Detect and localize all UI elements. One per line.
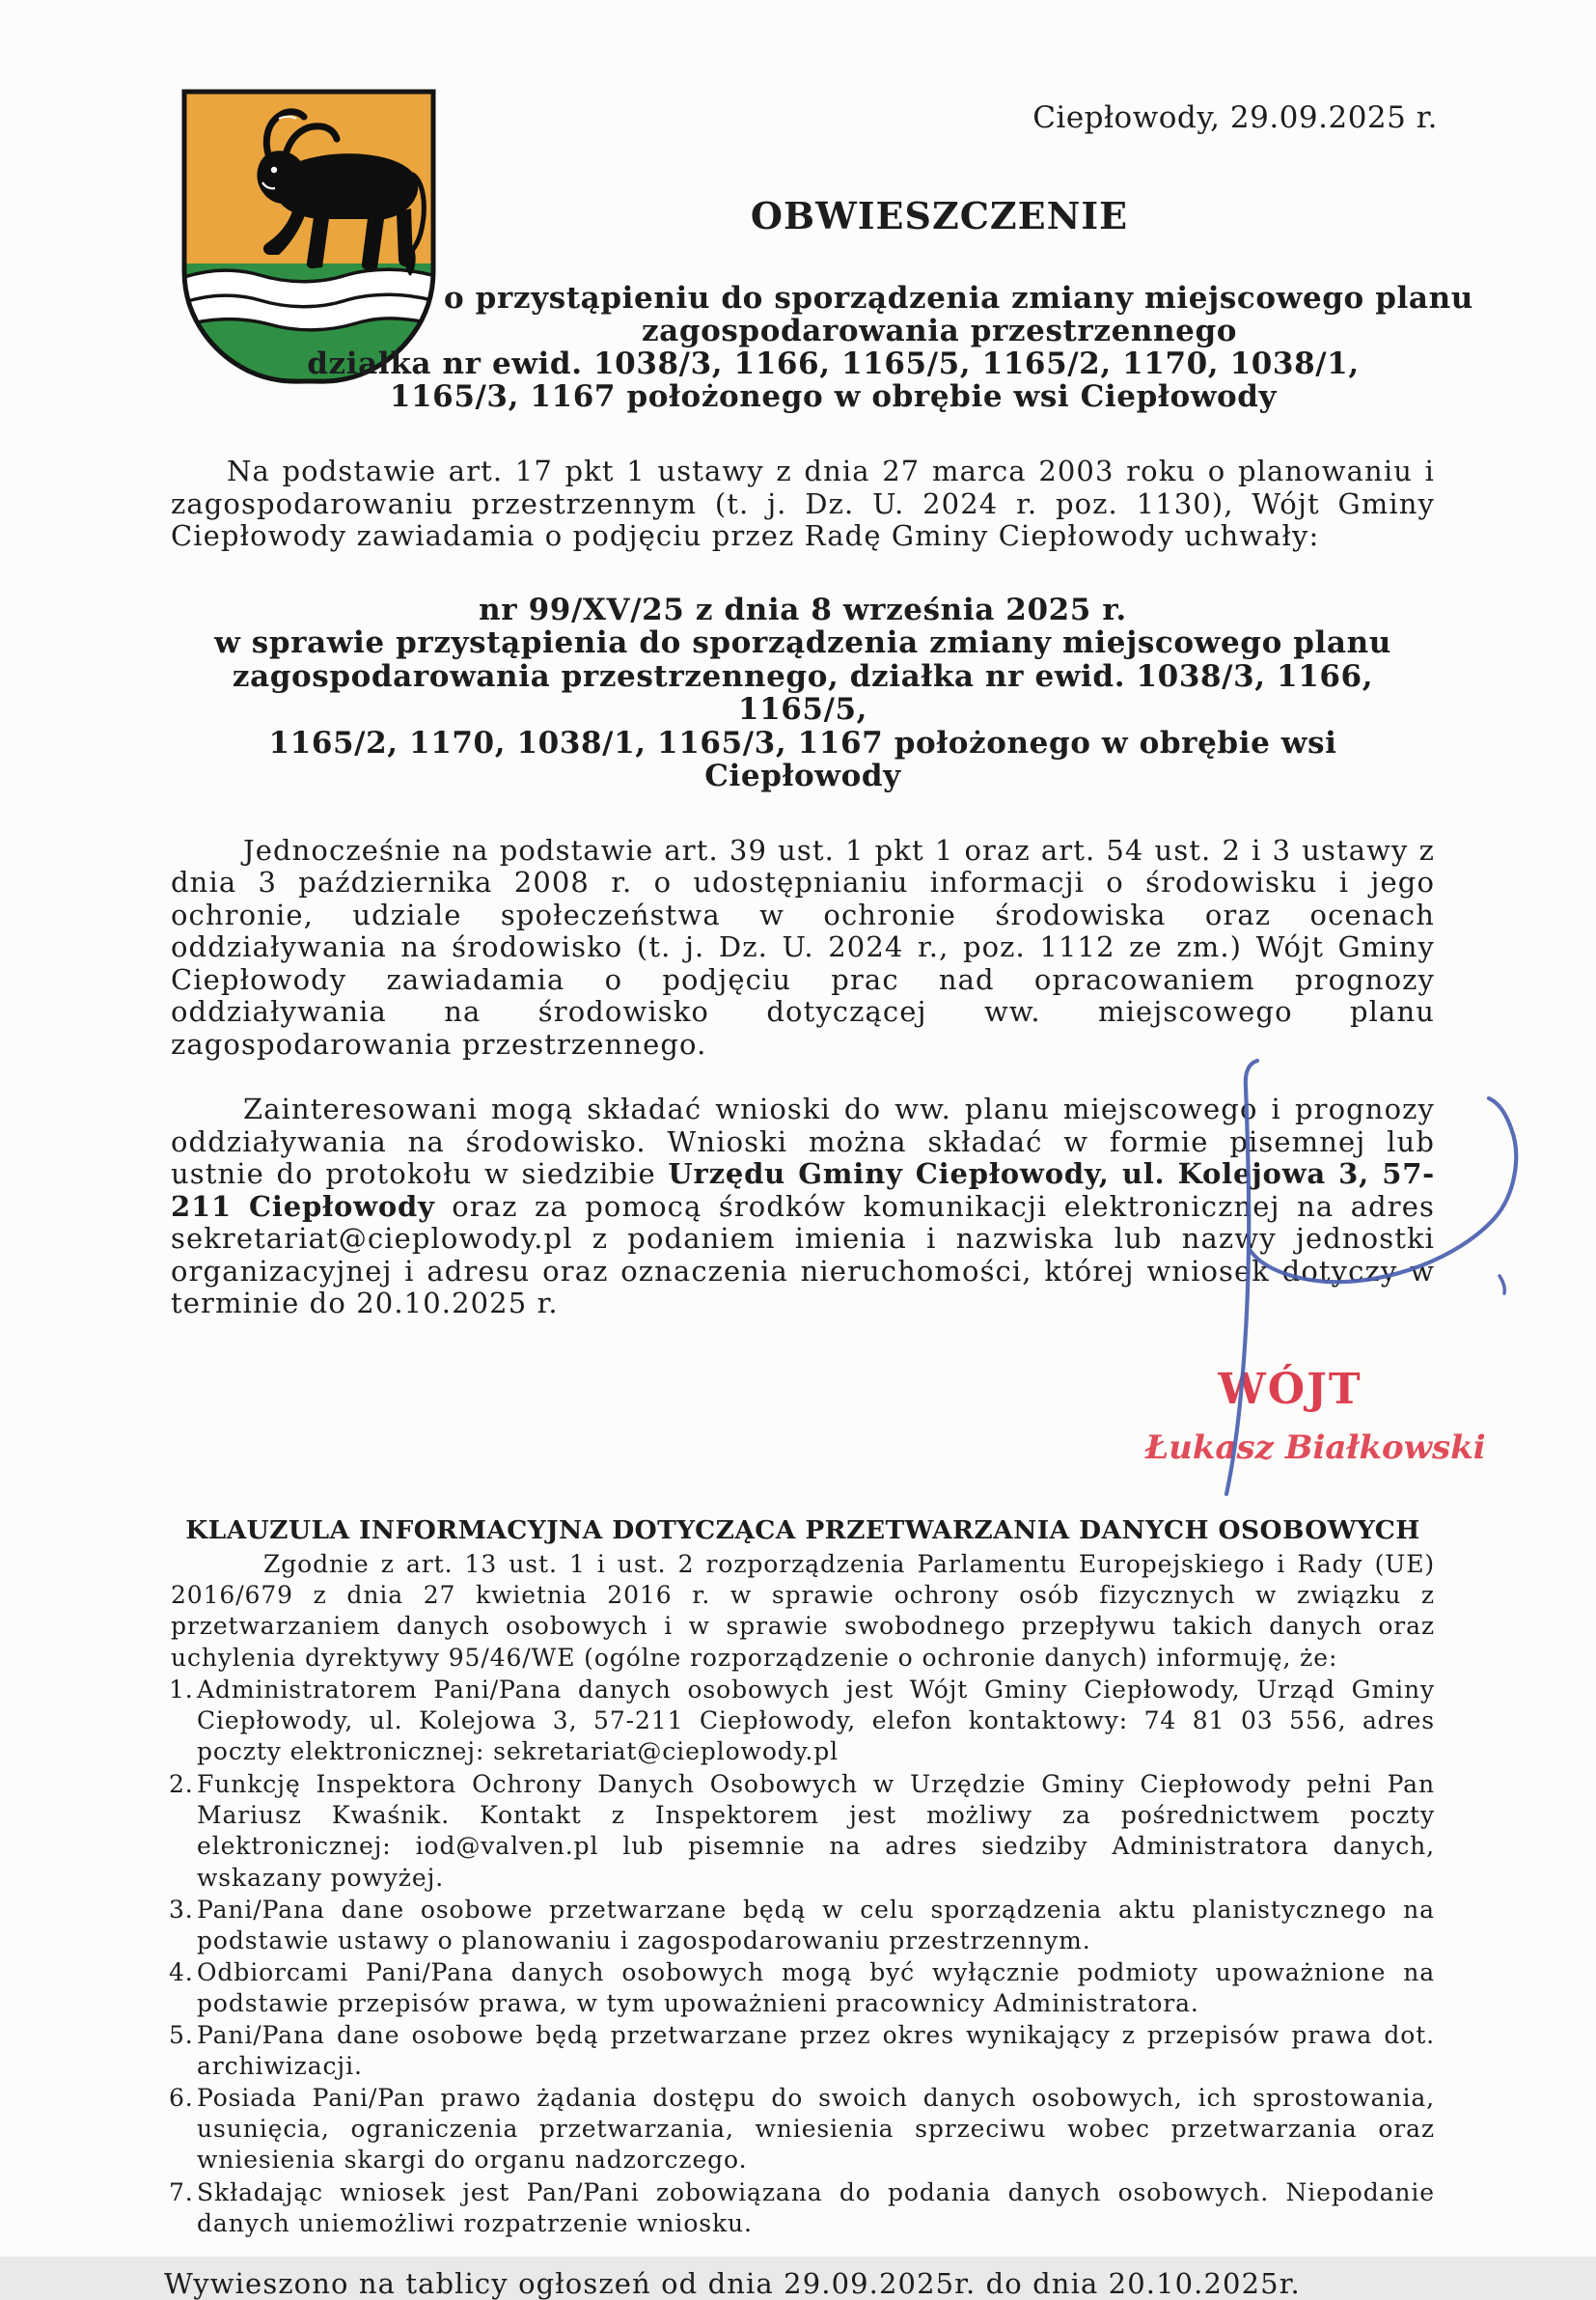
paragraph-environmental-notice: Jednocześnie na podstawie art. 39 ust. 1 pkt 1 oraz art. 54 ust. 2 i 3 ustawy z dnia 3 października 2008 r. o udostępnianiu informacji o środowisku i jego ochronie, udziale społeczeństwa w ochronie środowiska oraz ocenach oddziaływania na środowisko (t. j. Dz. U. 2024 r., poz. 1112 ze zm.) Wójt Gminy Ciepłowody zawiadamia o podjęciu prac nad opracowaniem prognozy oddziaływania na środowisko dotyczącej ww. miejscowego planu zagospodarowania przestrzennego. xyxy=(171,833,1435,1061)
rodo-item-number: 4. xyxy=(169,1957,194,1986)
paragraph-legal-basis: Na podstawie art. 17 pkt 1 ustawy z dnia 27 marca 2003 roku o planowaniu i zagospodarowaniu przestrzennym (t. j. Dz. U. 2024 r. poz. 1130), Wójt Gminy Ciepłowody zawiadamia o podjęciu przez Radę Gminy Ciepłowody uchwały: xyxy=(171,455,1435,552)
signature-block xyxy=(1145,1364,1486,1467)
rodo-item-text: Funkcję Inspektora Ochrony Danych Osobowych w Urzędzie Gminy Ciepłowody pełni Pan Mariusz Kwaśnik. Kontakt z Inspektorem jest możliwy za pośrednictwem poczty elektronicznej: iod@valven.pl lub pisemnie na adres siedziby Administratora danych, wskazany powyżej. xyxy=(197,1769,1435,1892)
rodo-item-number: 7. xyxy=(169,2177,194,2206)
rodo-item xyxy=(169,1895,1435,1957)
rodo-item-number: 2. xyxy=(169,1769,194,1798)
rodo-item xyxy=(169,2020,1435,2083)
rodo-item-text: Pani/Pana dane osobowe będą przetwarzane przez okres wynikający z przepisów prawa dot. archiwizacji. xyxy=(197,2020,1435,2080)
subtitle-line: działka nr ewid. 1038/3, 1166, 1165/5, 1165/2, 1170, 1038/1, xyxy=(307,346,1360,381)
page-title: OBWIESZCZENIE xyxy=(750,194,1129,237)
rodo-item-number: 6. xyxy=(169,2083,194,2112)
rodo-item xyxy=(169,1957,1435,2020)
rodo-item-text: Odbiorcami Pani/Pana danych osobowych mogą być wyłącznie podmioty upoważnione na podstawie przepisów prawa, w tym upoważnieni pracownicy Administratora. xyxy=(197,1957,1435,2017)
rodo-item xyxy=(169,1675,1435,1769)
resolution-line: nr 99/XV/25 z dnia 8 września 2025 r. xyxy=(479,592,1127,627)
document-body xyxy=(164,0,1486,2300)
resolution-line: w sprawie przystąpienia do sporządzenia zmiany miejscowego planu xyxy=(214,625,1391,660)
rodo-item xyxy=(169,2083,1435,2177)
document-date: Ciepłowody, 29.09.2025 r. xyxy=(1032,100,1438,135)
signer-name-stamp: Łukasz Białkowski xyxy=(1145,1427,1486,1467)
signer-role-stamp: WÓJT xyxy=(1218,1364,1362,1414)
rodo-clause-heading: KLAUZULA INFORMACYJNA DOTYCZĄCA PRZETWARZANIA DANYCH OSOBOWYCH xyxy=(185,1514,1420,1545)
rodo-item-text: Administratorem Pani/Pana danych osobowych jest Wójt Gminy Ciepłowody, Urząd Gminy Ciepłowody, ul. Kolejowa 3, 57-211 Ciepłowody, elefon kontaktowy: 74 81 03 556, adres poczty elektronicznej: sekretariat@cieplowody.pl xyxy=(197,1675,1435,1766)
subtitle-line: 1165/3, 1167 położonego w obrębie wsi Ciepłowody xyxy=(389,379,1278,414)
rodo-items-list xyxy=(169,1675,1435,2240)
resolution-line: 1165/2, 1170, 1038/1, 1165/3, 1167 położonego w obrębie wsi Ciepłowody xyxy=(268,725,1337,793)
rodo-item-number: 3. xyxy=(169,1895,194,1924)
posting-period-note: Wywieszono na tablicy ogłoszeń od dnia 29.09.2025r. do dnia 20.10.2025r. xyxy=(164,2266,1301,2300)
paragraph-submission-end: oraz za pomocą środków komunikacji elektronicznej na adres sekretariat@cieplowody.pl z podaniem imienia i nazwiska lub nazwy jednostki organizacyjnej i adresu oraz oznaczenia nieruchomości, której wniosek dotyczy w terminie do 20.10.2025 r. xyxy=(171,1189,1436,1319)
rodo-item-text: Składając wniosek jest Pan/Pani zobowiązana do podania danych osobowych. Niepodanie danych uniemożliwi rozpatrzenie wniosku. xyxy=(197,2177,1435,2237)
rodo-intro-paragraph: Zgodnie z art. 13 ust. 1 i ust. 2 rozporządzenia Parlamentu Europejskiego i Rady (UE) 2016/679 z dnia 27 kwietnia 2016 r. w sprawie ochrony osób fizycznych w związku z przetwarzaniem danych osobowych i w sprawie swobodnego przepływu takich danych oraz uchylenia dyrektywy 95/46/WE (ogólne rozporządzenie o ochronie danych) informuję, że: xyxy=(171,1549,1435,1672)
office-address-bold: Urzędu Gminy Ciepłowody, ul. Kolejowa 3, 57-211 Ciepłowody xyxy=(171,1157,1436,1223)
document-header-zone xyxy=(307,194,1473,414)
paragraph-submission-info xyxy=(171,1094,1435,1320)
paragraph-submission-start: Zainteresowani mogą składać wnioski do ww. planu miejscowego i prognozy oddziaływania na środowisko. Wnioski można składać w formie pisemnej lub ustnie do protokołu w siedzibie xyxy=(171,1093,1435,1190)
rodo-item xyxy=(169,1769,1435,1895)
subtitle-line: zagospodarowania przestrzennego xyxy=(641,314,1238,348)
rodo-item-text: Posiada Pani/Pan prawo żądania dostępu do swoich danych osobowych, ich sprostowania, usunięcia, ograniczenia przetwarzania, wniesienia sprzeciwu wobec przetwarzania oraz wniesienia skargi do organu nadzorczego. xyxy=(197,2083,1435,2175)
subtitle-line: o przystąpieniu do sporządzenia zmiany miejscowego planu xyxy=(444,281,1473,316)
rodo-item-number: 5. xyxy=(169,2020,194,2049)
resolution-line: zagospodarowania przestrzennego, działka nr ewid. 1038/3, 1166, 1165/5, xyxy=(232,658,1374,727)
rodo-item-number: 1. xyxy=(169,1675,194,1704)
rodo-item xyxy=(169,2177,1435,2240)
document-subtitle xyxy=(307,281,1473,414)
resolution-reference xyxy=(171,594,1435,793)
rodo-item-text: Pani/Pana dane osobowe przetwarzane będą w celu sporządzenia aktu planistycznego na podstawie ustawy o planowaniu i zagospodarowaniu przestrzennym. xyxy=(197,1895,1435,1954)
